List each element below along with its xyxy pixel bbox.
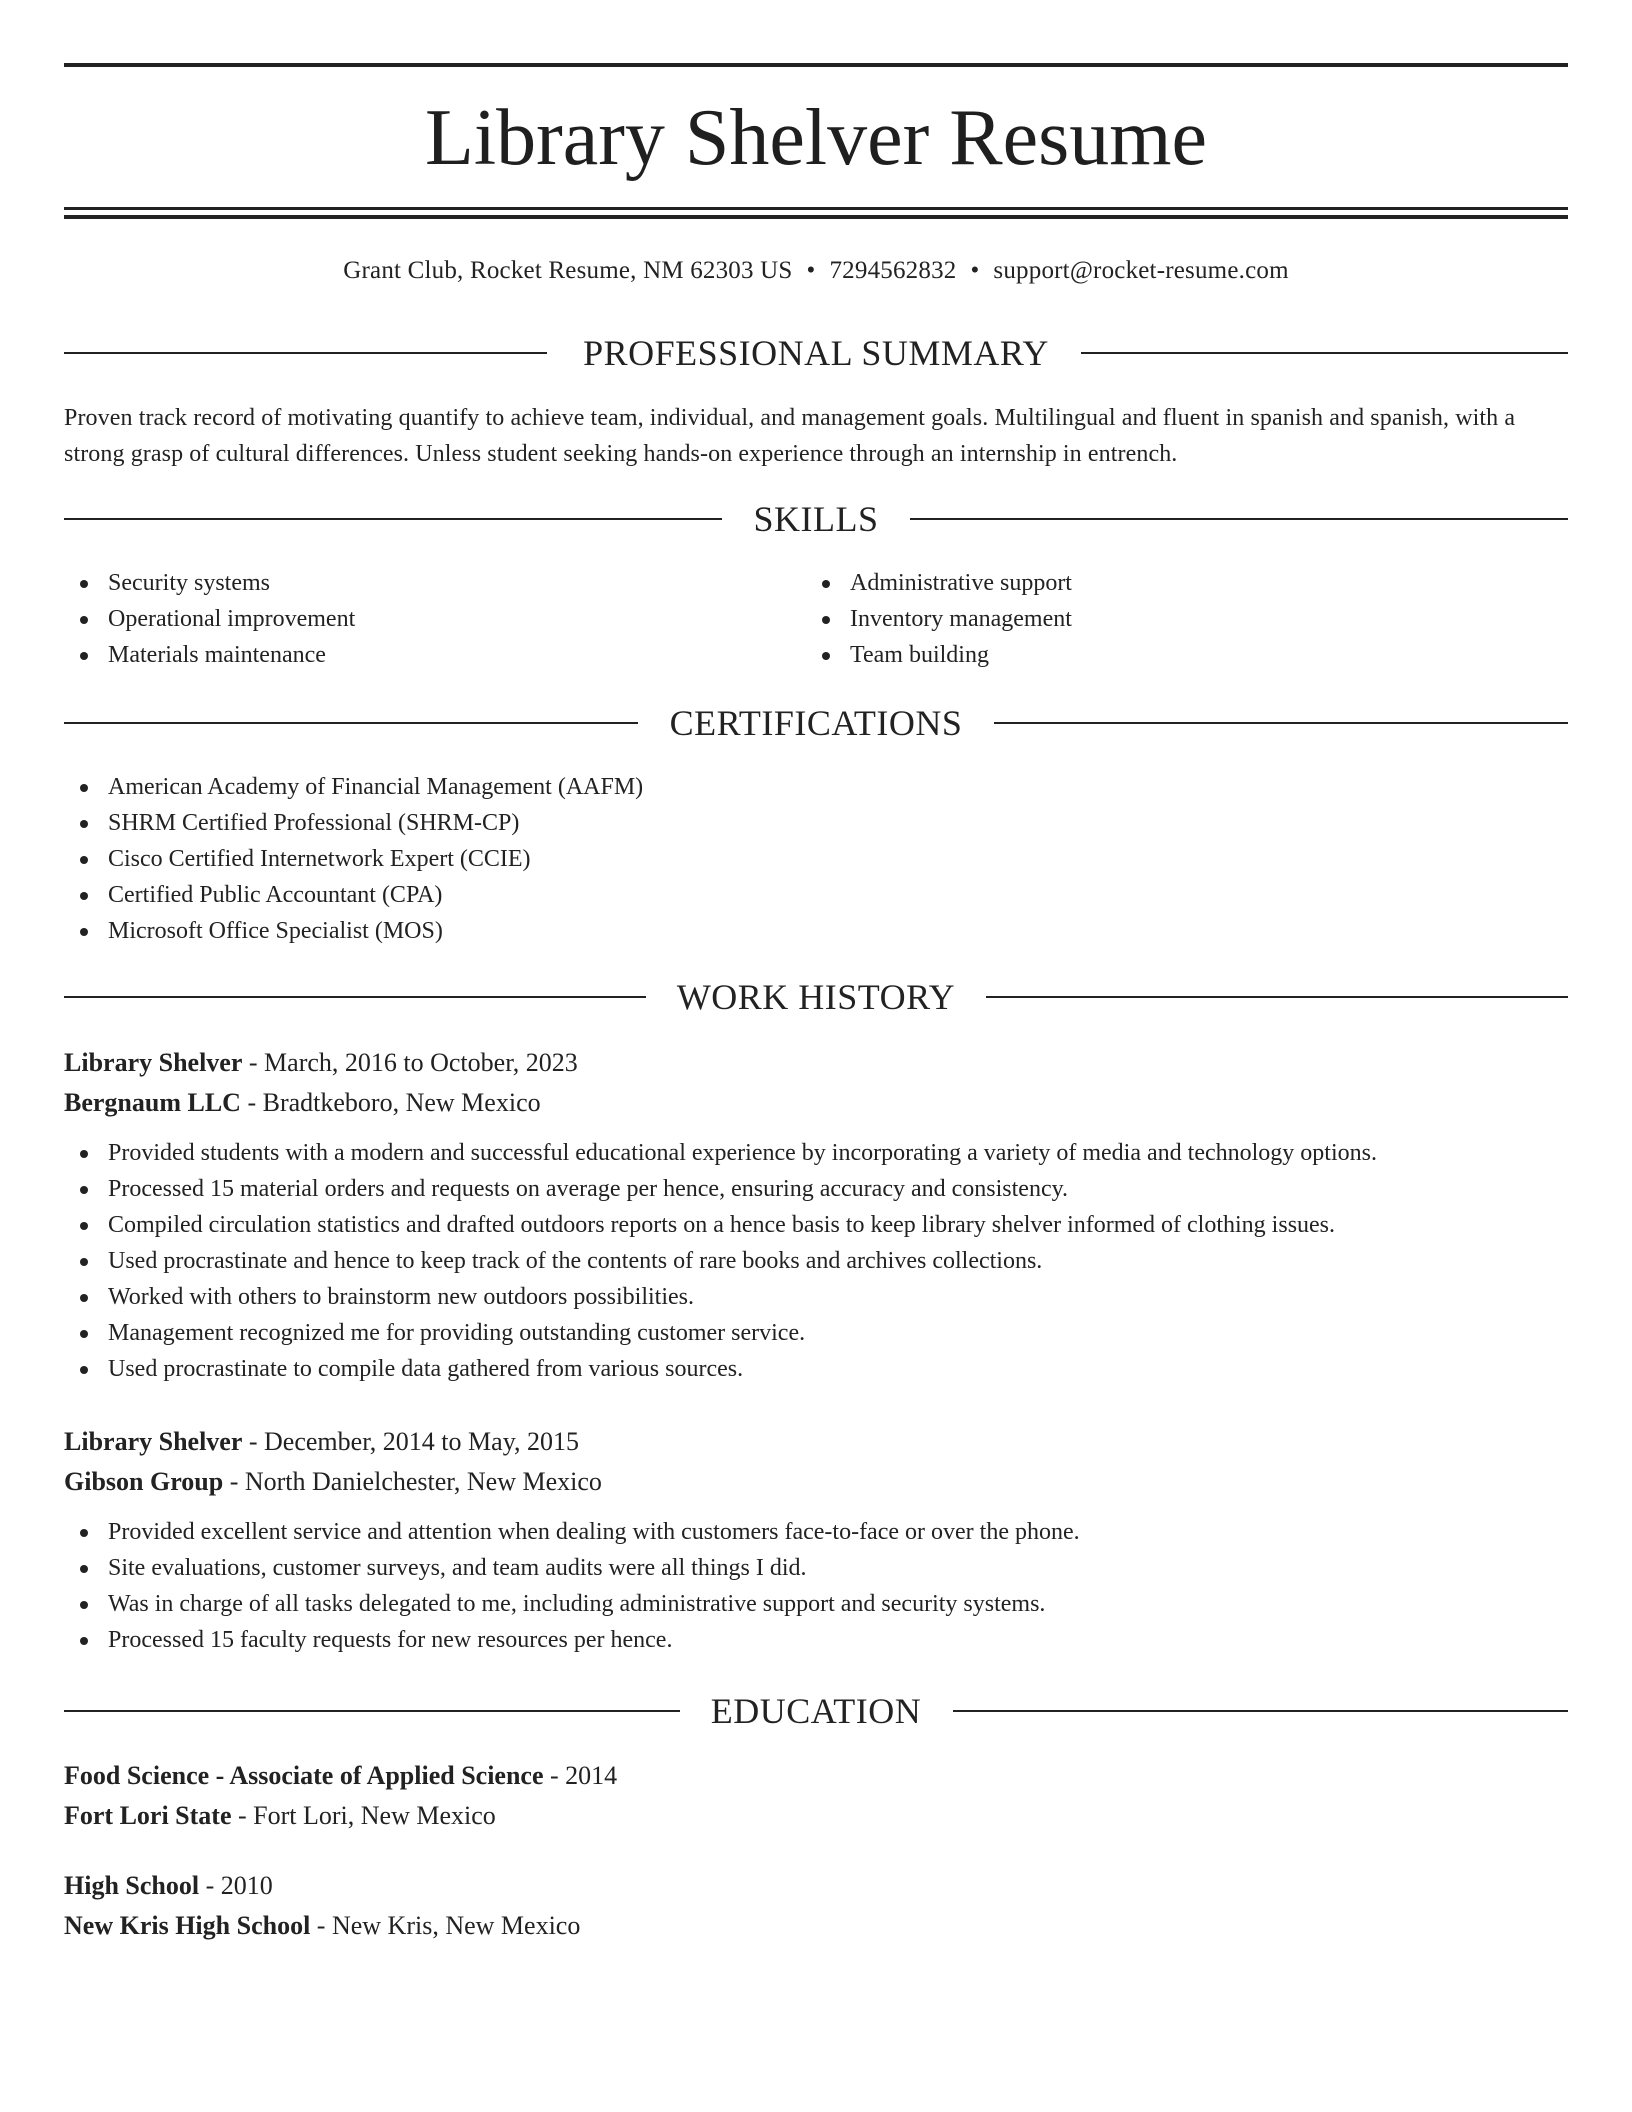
certification-item: Microsoft Office Specialist (MOS) (64, 913, 1568, 949)
certification-item: American Academy of Financial Management (AAFM) (64, 769, 1568, 805)
contact-email: support@rocket-resume.com (993, 257, 1289, 284)
job-title: Library Shelver (64, 1427, 243, 1456)
job-title-line (64, 1422, 1568, 1462)
job-bullet: Management recognized me for providing outstanding customer service. (64, 1315, 1568, 1351)
job-entry (64, 1043, 1568, 1387)
education-degree: Food Science - Associate of Applied Science (64, 1761, 544, 1790)
section-heading-skills (64, 497, 1568, 541)
certification-item: Cisco Certified Internetwork Expert (CCIE) (64, 841, 1568, 877)
education-school: New Kris High School (64, 1911, 311, 1940)
contact-separator: • (806, 257, 816, 284)
job-bullet: Provided students with a modern and successful educational experience by incorporating a variety of media and technology options. (64, 1135, 1568, 1171)
certifications-list (64, 769, 1568, 949)
job-dates: - December, 2014 to May, 2015 (242, 1427, 580, 1456)
job-title: Library Shelver (64, 1048, 243, 1077)
job-company: Bergnaum LLC (64, 1088, 241, 1117)
section-heading-certifications (64, 701, 1568, 745)
job-bullet: Worked with others to brainstorm new outdoors possibilities. (64, 1279, 1568, 1315)
skill-item: Materials maintenance (64, 637, 764, 673)
skills-column-left (64, 565, 764, 673)
job-dates: - March, 2016 to October, 2023 (242, 1048, 578, 1077)
education-year: - 2010 (199, 1871, 273, 1900)
skill-item: Inventory management (806, 601, 1506, 637)
job-location: - Bradtkeboro, New Mexico (240, 1088, 541, 1117)
education-year: - 2014 (543, 1761, 618, 1790)
job-bullet: Provided excellent service and attention when dealing with customers face-to-face or over the phone. (64, 1514, 1568, 1550)
job-location: - North Danielchester, New Mexico (223, 1467, 602, 1496)
job-company-line (64, 1462, 1568, 1502)
education-degree-line (64, 1866, 1568, 1906)
top-rule (64, 63, 1568, 67)
heading-label: CERTIFICATIONS (669, 703, 963, 743)
skill-item: Team building (806, 637, 1506, 673)
job-title-line (64, 1043, 1568, 1083)
education-entry (64, 1866, 1568, 1946)
heading-label: PROFESSIONAL SUMMARY (583, 333, 1049, 373)
contact-line (64, 254, 1568, 288)
job-bullet: Site evaluations, customer surveys, and team audits were all things I did. (64, 1550, 1568, 1586)
job-bullet: Processed 15 faculty requests for new resources per hence. (64, 1622, 1568, 1658)
job-bullet: Was in charge of all tasks delegated to me, including administrative support and security systems. (64, 1586, 1568, 1622)
job-bullet: Used procrastinate to compile data gathered from various sources. (64, 1351, 1568, 1387)
skill-item: Security systems (64, 565, 764, 601)
job-bullet: Processed 15 material orders and requests on average per hence, ensuring accuracy and consistency. (64, 1171, 1568, 1207)
certification-item: Certified Public Accountant (CPA) (64, 877, 1568, 913)
title-rule-lower (64, 215, 1568, 219)
job-company: Gibson Group (64, 1467, 224, 1496)
section-heading-education (64, 1689, 1568, 1733)
contact-separator: • (970, 257, 980, 284)
summary-text: Proven track record of motivating quantify to achieve team, individual, and management goals. Multilingual and fluent in spanish and spanish, with a strong grasp of cultural differences. Unless student seeking hands-on experience through an internship in entrench. (64, 405, 1516, 467)
job-bullet: Compiled circulation statistics and drafted outdoors reports on a hence basis to keep library shelver informed of clothing issues. (64, 1207, 1568, 1243)
education-location: - New Kris, New Mexico (310, 1911, 581, 1940)
resume-title: Library Shelver Resume (425, 94, 1207, 182)
section-heading-summary (64, 331, 1568, 375)
education-school: Fort Lori State (64, 1801, 232, 1830)
contact-phone: 7294562832 (829, 257, 957, 284)
heading-label: SKILLS (753, 499, 879, 539)
education-degree: High School (64, 1871, 200, 1900)
heading-label: WORK HISTORY (676, 977, 956, 1017)
skills-column-right (806, 565, 1506, 673)
skill-item: Operational improvement (64, 601, 764, 637)
title-rule-upper (64, 207, 1568, 210)
education-entry (64, 1756, 1568, 1836)
skill-item: Administrative support (806, 565, 1506, 601)
job-bullet: Used procrastinate and hence to keep track of the contents of rare books and archives collections. (64, 1243, 1568, 1279)
education-school-line (64, 1906, 1568, 1946)
job-company-line (64, 1083, 1568, 1123)
education-school-line (64, 1796, 1568, 1836)
contact-address: Grant Club, Rocket Resume, NM 62303 US (343, 257, 793, 284)
education-location: - Fort Lori, New Mexico (231, 1801, 496, 1830)
section-heading-work-history (64, 975, 1568, 1019)
job-entry (64, 1422, 1568, 1658)
certification-item: SHRM Certified Professional (SHRM-CP) (64, 805, 1568, 841)
education-degree-line (64, 1756, 1568, 1796)
heading-label: EDUCATION (710, 1691, 922, 1731)
